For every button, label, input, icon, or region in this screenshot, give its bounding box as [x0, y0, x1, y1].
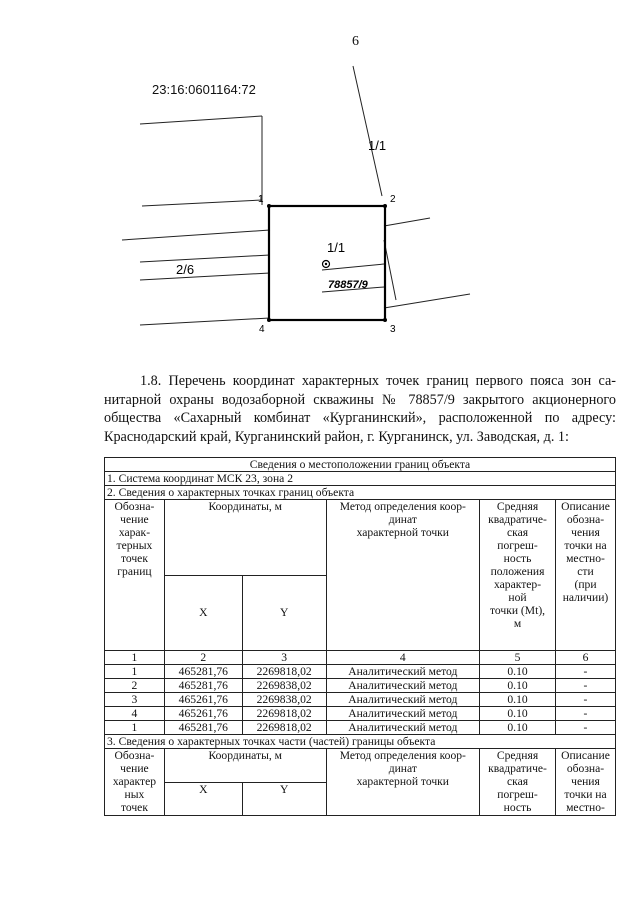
paragraph-line: Краснодарский край, Курганинский район, г. Курганинск, ул. Заводская, д. 1:: [104, 428, 569, 445]
header-accuracy: Средняя квадратиче- ская погреш- ность положения характер- ной точки (Mt), м: [480, 500, 556, 651]
parcel-label-left: 2/6: [176, 262, 195, 277]
table-row: [105, 693, 616, 707]
parcel-line: [322, 264, 384, 270]
cell-point: 1: [105, 665, 165, 679]
point-label-3: 3: [390, 324, 396, 335]
boundary-map: [0, 0, 640, 360]
cell-y: 2269818,02: [242, 721, 326, 735]
parcel-line: [140, 116, 262, 124]
table-section-2: 2. Сведения о характерных точках границ объекта: [105, 486, 616, 500]
cell-mt: 0.10: [480, 665, 556, 679]
header2-description: Описание обозна- чения точки на местно-: [555, 749, 615, 816]
table-section-3: 3. Сведения о характерных точках части (частей) границы объекта: [105, 735, 616, 749]
table-row: [105, 721, 616, 735]
cell-x: 465261,76: [164, 693, 242, 707]
header-point: Обозна- чение харак- терных точек границ: [105, 500, 165, 651]
header2-coords: Координаты, м: [164, 749, 326, 783]
parcel-line: [122, 230, 270, 240]
header2-y: Y: [242, 782, 326, 816]
point-marker: [267, 204, 271, 208]
parcel-line: [384, 294, 470, 308]
table-row: [105, 665, 616, 679]
parcel-line: [142, 200, 262, 206]
well-icon-dot: [325, 263, 327, 265]
paragraph: [104, 372, 616, 446]
cadastral-number: 23:16:0601164:72: [152, 82, 256, 97]
point-label-4: 4: [259, 324, 265, 335]
header2-x: X: [164, 782, 242, 816]
header-x: X: [164, 575, 242, 651]
parcel-line: [140, 255, 270, 262]
paragraph-line: общества «Сахарный комбинат «Курганинский», расположенной по адресу:: [104, 410, 616, 427]
col-number: 2: [164, 651, 242, 665]
parcel-label-top: 1/1: [368, 138, 387, 153]
header-y: Y: [242, 575, 326, 651]
table-title: Сведения о местоположении границ объекта: [105, 458, 616, 472]
table-row: [105, 679, 616, 693]
cell-mt: 0.10: [480, 693, 556, 707]
cell-y: 2269838,02: [242, 679, 326, 693]
parcel-line: [140, 273, 270, 280]
cell-method: Аналитический метод: [326, 707, 480, 721]
cell-method: Аналитический метод: [326, 679, 480, 693]
cell-desc: -: [555, 665, 615, 679]
point-label-1: 1: [258, 194, 264, 205]
cell-mt: 0.10: [480, 707, 556, 721]
col-number: 1: [105, 651, 165, 665]
cell-desc: -: [555, 693, 615, 707]
point-marker: [383, 318, 387, 322]
cell-mt: 0.10: [480, 679, 556, 693]
point-label-2: 2: [390, 194, 396, 205]
col-number: 4: [326, 651, 480, 665]
col-number: 5: [480, 651, 556, 665]
parcel-line: [384, 218, 430, 226]
cell-y: 2269818,02: [242, 665, 326, 679]
cell-desc: -: [555, 721, 615, 735]
point-marker: [267, 318, 271, 322]
page-number: 6: [352, 34, 359, 49]
col-number: 3: [242, 651, 326, 665]
header2-point: Обозна- чение характер ных точек: [105, 749, 165, 816]
parcel-line: [140, 318, 270, 325]
zone-boundary: [269, 206, 385, 320]
cell-x: 465261,76: [164, 707, 242, 721]
col-number: 6: [555, 651, 615, 665]
cell-x: 465281,76: [164, 679, 242, 693]
header-description: Описание обозна- чения точки на местно- сти (при наличии): [555, 500, 615, 651]
cell-x: 465281,76: [164, 665, 242, 679]
cell-point: 2: [105, 679, 165, 693]
coordinates-table: [104, 457, 616, 816]
cell-method: Аналитический метод: [326, 693, 480, 707]
cell-y: 2269818,02: [242, 707, 326, 721]
parcel-label-inner: 1/1: [327, 240, 346, 255]
well-label: 78857/9: [328, 279, 368, 291]
cell-method: Аналитический метод: [326, 665, 480, 679]
table-section-1: 1. Система координат МСК 23, зона 2: [105, 472, 616, 486]
cell-point: 4: [105, 707, 165, 721]
cell-desc: -: [555, 679, 615, 693]
paragraph-line: 1.8. Перечень координат характерных точек границ первого пояса зон са-: [140, 373, 616, 389]
cell-point: 3: [105, 693, 165, 707]
cell-method: Аналитический метод: [326, 721, 480, 735]
paragraph-line: нитарной охраны водозаборной скважины № 78857/9 закрытого акционерного: [104, 391, 616, 408]
header2-accuracy: Средняя квадратиче- ская погреш- ность: [480, 749, 556, 816]
cell-desc: -: [555, 707, 615, 721]
cell-y: 2269838,02: [242, 693, 326, 707]
point-marker: [383, 204, 387, 208]
cell-mt: 0.10: [480, 721, 556, 735]
cell-point: 1: [105, 721, 165, 735]
parcel-line: [353, 66, 382, 196]
header-method: Метод определения коор- динат характерной точки: [326, 500, 480, 651]
cell-x: 465281,76: [164, 721, 242, 735]
table-row: [105, 707, 616, 721]
header2-method: Метод определения коор- динат характерной точки: [326, 749, 480, 816]
header-coords: Координаты, м: [164, 500, 326, 576]
